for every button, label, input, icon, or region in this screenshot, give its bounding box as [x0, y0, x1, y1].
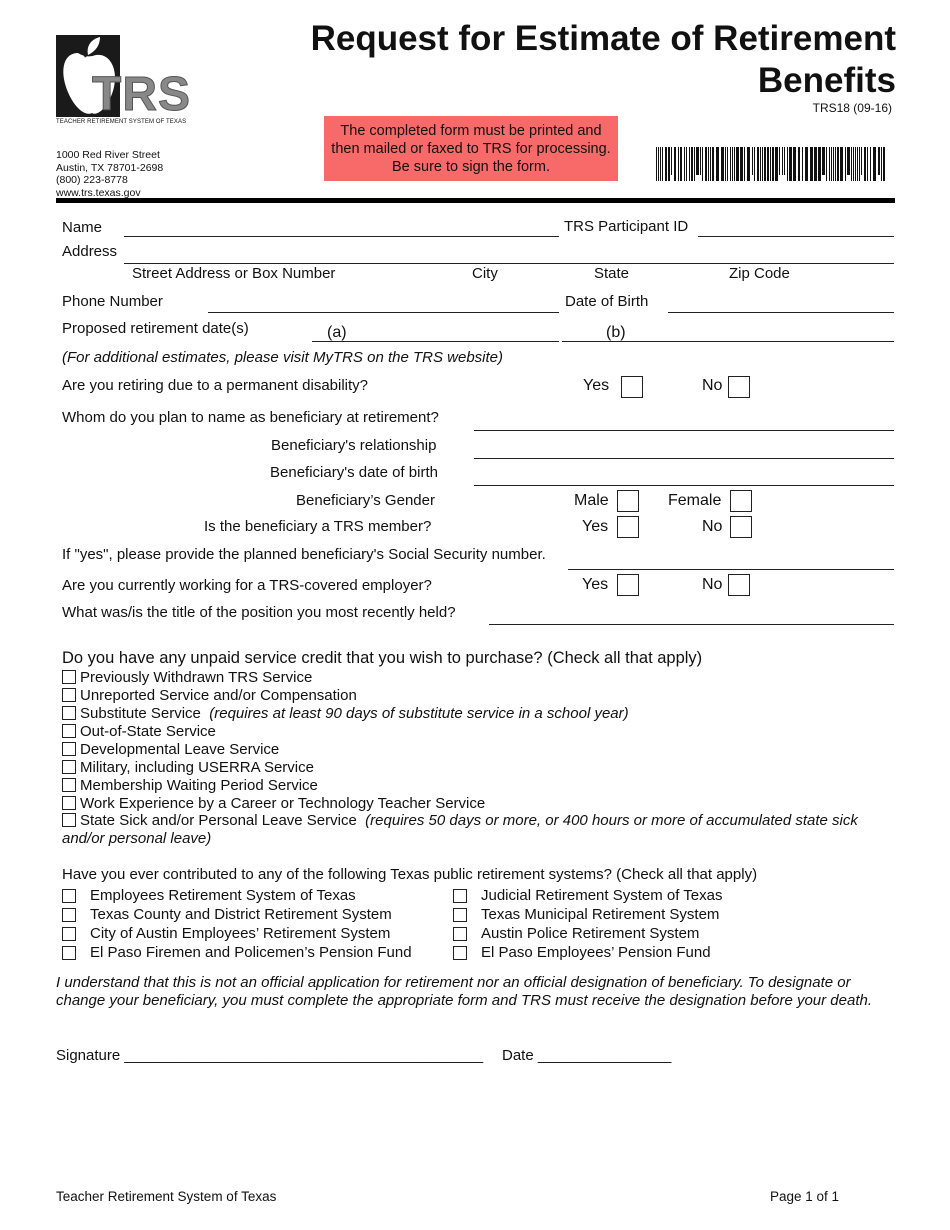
barcode-bar [705, 147, 707, 181]
barcode-bar [678, 147, 679, 181]
barcode-bar [853, 147, 854, 181]
checkbox-label: Work Experience by a Career or Technology Teacher Service [80, 795, 486, 812]
checkbox[interactable] [62, 796, 76, 810]
street-caption: Street Address or Box Number [132, 265, 336, 282]
phone-field[interactable] [208, 312, 559, 313]
barcode-bar [840, 147, 843, 181]
beneficiary-gender-label: Beneficiary’s Gender [296, 492, 435, 509]
checkbox-label: Out-of-State Service [80, 723, 216, 740]
barcode [656, 147, 886, 181]
barcode-bar [734, 147, 735, 181]
address-line: Austin, TX 78701-2698 [56, 161, 164, 174]
barcode-bar [710, 147, 711, 181]
barcode-bar [851, 147, 852, 181]
barcode-bar [873, 147, 876, 181]
trs-logo [56, 35, 191, 127]
logo-subtext: TEACHER RETIREMENT SYSTEM OF TEXAS [56, 119, 187, 125]
barcode-bar [680, 147, 682, 181]
working-no-label: No [702, 576, 723, 593]
beneficiary-dob-field[interactable] [474, 485, 894, 486]
checkbox[interactable] [62, 927, 76, 941]
beneficiary-name-field[interactable] [474, 430, 894, 431]
checkbox[interactable] [62, 813, 76, 827]
barcode-bar [725, 147, 726, 181]
checkbox[interactable] [62, 889, 76, 903]
barcode-bar [684, 147, 685, 181]
retirement-date-a-field[interactable] [312, 341, 559, 342]
zip-caption: Zip Code [729, 265, 790, 282]
position-title-field[interactable] [489, 624, 894, 625]
barcode-bar [861, 147, 862, 175]
barcode-bar [665, 147, 667, 181]
phone-label: Phone Number [62, 293, 163, 310]
disability-no-label: No [702, 377, 723, 394]
address-field[interactable] [124, 263, 894, 264]
item-label: Substitute Service [80, 705, 201, 722]
barcode-bar [660, 147, 661, 181]
barcode-bar [736, 147, 739, 181]
barcode-bar [802, 147, 803, 181]
barcode-bar [847, 147, 850, 175]
barcode-bar [760, 147, 761, 181]
barcode-bar [716, 147, 719, 181]
beneficiary-question: Whom do you plan to name as beneficiary at retirement? [62, 409, 439, 426]
date-field[interactable]: Date ________________ [502, 1047, 672, 1064]
member-yes-label: Yes [582, 518, 609, 535]
male-checkbox[interactable] [617, 490, 639, 512]
beneficiary-dob-label: Beneficiary's date of birth [270, 464, 438, 481]
barcode-bar [764, 147, 766, 181]
disability-yes-checkbox[interactable] [621, 376, 643, 398]
system-label: El Paso Employees’ Pension Fund [481, 944, 711, 961]
barcode-bar [793, 147, 796, 181]
beneficiary-member-question: Is the beneficiary a TRS member? [204, 518, 432, 535]
barcode-bar [835, 147, 836, 181]
system-label: Texas Municipal Retirement System [481, 906, 720, 923]
checkbox[interactable] [62, 742, 76, 756]
system-label: Judicial Retirement System of Texas [481, 887, 723, 904]
checkbox-label [80, 812, 858, 829]
address-line: (800) 223-8778 [56, 174, 128, 186]
barcode-bar [691, 147, 693, 181]
barcode-bar [782, 147, 783, 175]
barcode-bar [829, 147, 830, 181]
checkbox-label: Membership Waiting Period Service [80, 777, 318, 794]
address-block [56, 149, 163, 199]
submission-notice: The completed form must be printed and then mailed or faxed to TRS for processing. Be sure to sign the form. [324, 116, 618, 181]
barcode-bar [752, 147, 753, 175]
checkbox[interactable] [62, 670, 76, 684]
barcode-bar [818, 147, 821, 181]
barcode-bar [798, 147, 800, 181]
header-divider [56, 198, 895, 203]
barcode-bar [668, 147, 670, 181]
barcode-bar [694, 147, 695, 181]
barcode-bar [656, 147, 657, 181]
name-label: Name [62, 219, 103, 236]
item-note: (requires at least 90 days of substitute service in a school year) [209, 705, 629, 722]
checkbox[interactable] [453, 908, 467, 922]
item-label: State Sick and/or Personal Leave Service [80, 812, 357, 829]
checkbox[interactable] [453, 927, 467, 941]
barcode-bar [721, 147, 724, 181]
barcode-bar [754, 147, 755, 181]
barcode-bar [767, 147, 769, 181]
member-no-label: No [702, 518, 723, 535]
checkbox[interactable] [62, 946, 76, 960]
barcode-bar [837, 147, 839, 181]
checkbox[interactable] [62, 908, 76, 922]
barcode-bar [814, 147, 817, 181]
barcode-bar [740, 147, 743, 181]
checkbox-label [80, 705, 629, 722]
barcode-bar [805, 147, 808, 181]
working-question: Are you currently working for a TRS-covered employer? [62, 577, 432, 594]
checkbox[interactable] [62, 778, 76, 792]
disclaimer: I understand that this is not an official application for retirement nor an official designation of beneficiary. To designate or change your beneficiary, you must complete the appropriate form and TRS must receive the designation before your death. [56, 974, 873, 1009]
checkbox[interactable] [453, 889, 467, 903]
barcode-bar [770, 147, 771, 181]
retirement-date-label: Proposed retirement date(s) [62, 320, 249, 337]
checkbox[interactable] [453, 946, 467, 960]
barcode-bar [730, 147, 731, 181]
barcode-bar [826, 147, 827, 181]
beneficiary-ssn-label: If "yes", please provide the planned beneficiary's Social Security number. [62, 546, 546, 563]
barcode-bar [708, 147, 709, 181]
barcode-bar [859, 147, 860, 181]
name-field[interactable] [124, 236, 559, 237]
barcode-bar [727, 147, 728, 181]
city-caption: City [472, 265, 498, 282]
barcode-bar [787, 147, 788, 181]
position-question: What was/is the title of the position you most recently held? [62, 604, 456, 621]
barcode-bar [878, 147, 880, 175]
member-no-checkbox[interactable] [730, 516, 752, 538]
barcode-bar [845, 147, 846, 181]
checkbox-label: Developmental Leave Service [80, 741, 280, 758]
barcode-bar [772, 147, 774, 181]
system-label: Texas County and District Retirement System [90, 906, 392, 923]
form-code: TRS18 (09-16) [812, 101, 892, 115]
system-label: Austin Police Retirement System [481, 925, 700, 942]
barcode-bar [744, 147, 745, 181]
checkbox[interactable] [62, 760, 76, 774]
barcode-bar [671, 147, 672, 175]
disability-question: Are you retiring due to a permanent disability? [62, 377, 369, 394]
system-label: City of Austin Employees’ Retirement System [90, 925, 391, 942]
barcode-bar [662, 147, 663, 181]
address-line: 1000 Red River Street [56, 149, 160, 161]
barcode-bar [857, 147, 858, 181]
barcode-bar [881, 147, 882, 181]
barcode-bar [775, 147, 778, 181]
barcode-bar [700, 147, 701, 175]
beneficiary-ssn-field[interactable] [568, 569, 894, 570]
disability-no-checkbox[interactable] [728, 376, 750, 398]
participant-id-label: TRS Participant ID [564, 218, 689, 235]
disability-yes-label: Yes [583, 377, 610, 394]
date-a-label: (a) [327, 324, 347, 341]
working-yes-checkbox[interactable] [617, 574, 639, 596]
beneficiary-relationship-field[interactable] [474, 458, 894, 459]
barcode-bar [810, 147, 813, 181]
address-label: Address [62, 243, 118, 260]
barcode-bar [712, 147, 714, 181]
additional-estimates-note: (For additional estimates, please visit MyTRS on the TRS website) [62, 349, 503, 366]
barcode-bar [732, 147, 733, 181]
signature-field[interactable]: Signature ___________________________________________ [56, 1047, 484, 1064]
barcode-bar [658, 147, 659, 181]
retirement-date-b-field[interactable] [562, 341, 894, 342]
barcode-bar [883, 147, 885, 181]
item-note: (requires 50 days or more, or 400 hours or more of accumulated state sick [365, 812, 858, 829]
title-line: Request for Estimate of Retirement [310, 19, 896, 58]
other-systems-question: Have you ever contributed to any of the following Texas public retirement systems? (Check all that apply) [62, 866, 758, 883]
item-note-continuation: and/or personal leave) [62, 830, 212, 847]
barcode-bar [855, 147, 856, 181]
system-label: El Paso Firemen and Policemen’s Pension Fund [90, 944, 412, 961]
barcode-bar [831, 147, 832, 181]
participant-id-field[interactable] [698, 236, 894, 237]
checkbox[interactable] [62, 706, 76, 720]
date-b-label: (b) [606, 324, 626, 341]
system-label: Employees Retirement System of Texas [90, 887, 356, 904]
barcode-bar [696, 147, 699, 175]
page-number: Page 1 of 1 [770, 1189, 840, 1204]
checkbox-label: Military, including USERRA Service [80, 759, 314, 776]
footer-org: Teacher Retirement System of Texas [56, 1189, 277, 1204]
barcode-bar [762, 147, 763, 181]
checkbox-label: Unreported Service and/or Compensation [80, 687, 357, 704]
address-line: www.trs.texas.gov [56, 186, 141, 199]
barcode-bar [779, 147, 780, 175]
page-title [311, 18, 896, 102]
barcode-bar [747, 147, 750, 181]
barcode-bar [864, 147, 866, 181]
working-yes-label: Yes [582, 576, 609, 593]
female-checkbox[interactable] [730, 490, 752, 512]
barcode-bar [867, 147, 868, 181]
barcode-bar [822, 147, 825, 175]
working-no-checkbox[interactable] [728, 574, 750, 596]
barcode-bar [689, 147, 690, 181]
barcode-bar [784, 147, 785, 175]
member-yes-checkbox[interactable] [617, 516, 639, 538]
service-credit-question: Do you have any unpaid service credit that you wish to purchase? (Check all that apply) [62, 649, 703, 667]
dob-field[interactable] [668, 312, 894, 313]
checkbox[interactable] [62, 724, 76, 738]
dob-label: Date of Birth [565, 293, 649, 310]
title-line: Benefits [757, 61, 896, 100]
barcode-bar [674, 147, 676, 181]
state-caption: State [594, 265, 630, 282]
barcode-bar [686, 147, 687, 181]
logo-text: TRS [92, 68, 191, 121]
beneficiary-relationship-label: Beneficiary's relationship [271, 437, 437, 454]
checkbox-label: Previously Withdrawn TRS Service [80, 669, 313, 686]
barcode-bar [870, 147, 871, 181]
barcode-bar [757, 147, 759, 181]
checkbox[interactable] [62, 688, 76, 702]
male-label: Male [574, 492, 609, 509]
female-label: Female [668, 492, 722, 509]
barcode-bar [833, 147, 834, 181]
barcode-bar [789, 147, 792, 181]
barcode-bar [702, 147, 703, 181]
